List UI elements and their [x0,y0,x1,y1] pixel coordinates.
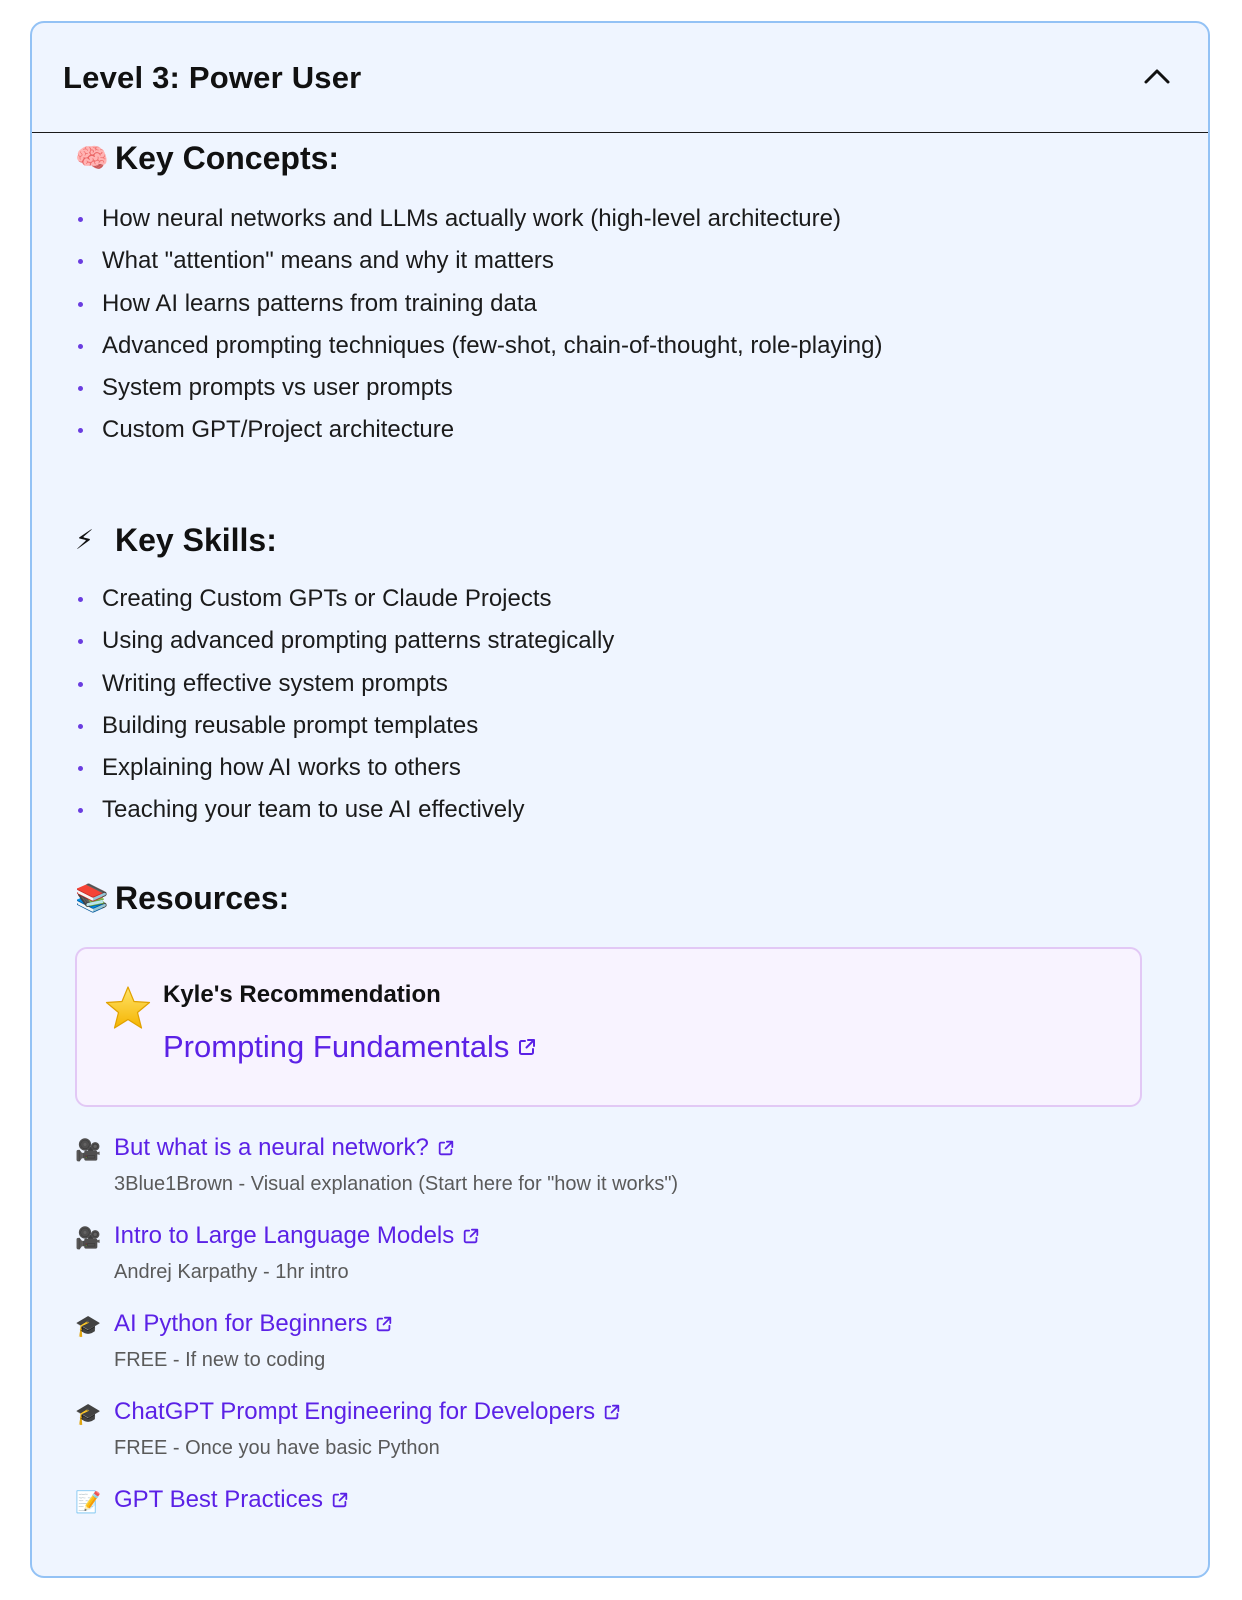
key-concepts-title: Key Concepts: [115,139,340,176]
resources-heading [75,875,289,921]
resources-title: Resources: [115,879,290,916]
bullet-dot-icon [78,597,83,602]
bullet-dot-icon [78,808,83,813]
video-camera-icon: 🎥 [75,1227,102,1250]
list-item [75,283,1075,325]
memo-icon: 📝 [75,1491,102,1514]
list-item [75,578,1075,620]
bullet-dot-icon [78,259,83,264]
resource-item [75,1304,1142,1392]
key-concepts-list [75,198,1075,452]
books-icon: 📚 [75,882,109,913]
chevron-up-icon[interactable] [1142,65,1172,87]
graduation-cap-icon: 🎓 [75,1315,102,1338]
resource-link[interactable] [114,1222,480,1250]
bullet-dot-icon [78,344,83,349]
resource-link[interactable] [114,1398,621,1426]
list-item-text: Teaching your team to use AI effectively [102,796,525,824]
list-item-text: How AI learns patterns from training data [102,289,537,317]
external-link-icon [437,1139,455,1157]
external-link-icon [331,1491,349,1509]
key-concepts-heading [75,135,339,181]
list-item-text: Writing effective system prompts [102,669,448,697]
bullet-dot-icon [78,428,83,433]
resource-description: Andrej Karpathy - 1hr intro [114,1261,349,1283]
list-item-text: Using advanced prompting patterns strategically [102,627,615,655]
card-title: Level 3: Power User [63,59,362,95]
resource-link[interactable] [114,1486,349,1514]
list-item [75,789,1075,831]
card-header-toggle[interactable] [32,23,1208,133]
list-item [75,705,1075,747]
resource-item [75,1392,1142,1480]
resource-link[interactable] [114,1310,393,1338]
recommendation-label: Kyle's Recommendation [163,981,441,1008]
bullet-dot-icon [78,639,83,644]
key-skills-title: Key Skills: [115,521,277,558]
list-item-text: Advanced prompting techniques (few-shot, chain-of-thought, role-playing) [102,331,883,359]
resource-description: FREE - If new to coding [114,1349,326,1371]
external-link-icon [375,1315,393,1333]
recommendation-box [75,947,1142,1107]
list-item-text: How neural networks and LLMs actually work (high-level architecture) [102,205,841,232]
external-link-icon [462,1227,480,1245]
bullet-dot-icon [78,682,83,687]
resource-item [75,1480,1142,1568]
lightning-icon: ⚡ [75,524,94,555]
bullet-dot-icon [78,302,83,307]
list-item [75,240,1075,282]
level-card [30,21,1210,1578]
recommendation-link-text: Prompting Fundamentals [163,1029,510,1064]
resource-link-text: GPT Best Practices [114,1486,323,1513]
resource-link[interactable] [114,1134,455,1162]
resource-link-text: ChatGPT Prompt Engineering for Developers [114,1398,596,1425]
resource-link-text: Intro to Large Language Models [114,1222,455,1249]
list-item-text: What "attention" means and why it matters [102,247,554,275]
list-item-text: Explaining how AI works to others [102,754,461,782]
resource-item [75,1216,1142,1304]
list-item [75,198,1075,240]
recommendation-link[interactable] [163,1029,537,1065]
key-skills-heading [75,517,277,563]
resource-link-text: But what is a neural network? [114,1134,429,1161]
external-link-icon [603,1403,621,1421]
resource-description: 3Blue1Brown - Visual explanation (Start here for "how it works") [114,1173,679,1195]
resource-description: FREE - Once you have basic Python [114,1437,440,1459]
list-item [75,367,1075,409]
bullet-dot-icon [78,217,83,222]
bullet-dot-icon [78,386,83,391]
list-item [75,620,1075,662]
external-link-icon [517,1037,537,1057]
video-camera-icon: 🎥 [75,1139,102,1162]
brain-icon: 🧠 [75,142,109,173]
list-item-text: Building reusable prompt templates [102,711,479,739]
resource-link-text: AI Python for Beginners [114,1310,368,1337]
list-item [75,409,1075,451]
bullet-dot-icon [78,724,83,729]
list-item-text: Creating Custom GPTs or Claude Projects [102,585,552,612]
bullet-dot-icon [78,766,83,771]
list-item [75,325,1075,367]
list-item [75,663,1075,705]
key-skills-list [75,578,1075,832]
star-icon [105,985,151,1031]
resource-item [75,1128,1142,1216]
list-item [75,747,1075,789]
list-item-text: Custom GPT/Project architecture [102,416,455,444]
resources-list [75,1128,1142,1568]
list-item-text: System prompts vs user prompts [102,374,453,402]
graduation-cap-icon: 🎓 [75,1403,102,1426]
